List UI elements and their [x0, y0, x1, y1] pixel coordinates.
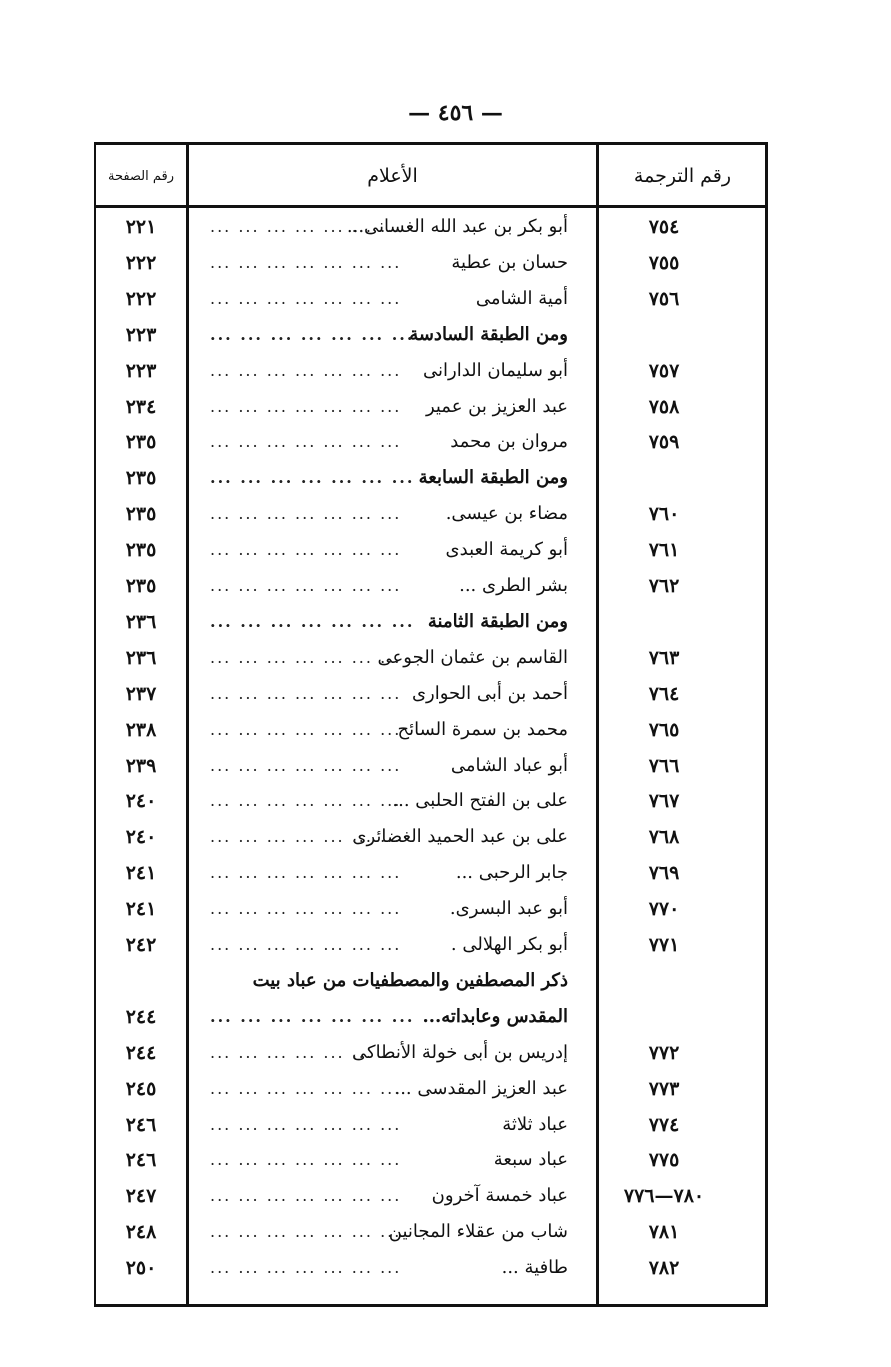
page-number-cell	[100, 963, 182, 999]
translation-number-cell: ٧٦٨	[648, 826, 680, 849]
page-number-cell: ٢٤٢	[125, 934, 157, 956]
name-cell	[196, 568, 568, 604]
leader-dots: ... ... ... ... ... ... ...	[210, 647, 402, 667]
name-text: عبد العزيز بن عمير	[418, 396, 568, 417]
page-number-cell: ٢٢٣	[125, 359, 157, 382]
leader-dots: ... ... ... ... ... ... ...	[210, 396, 402, 416]
leader-dots: ... ... ... ... ... ... ...	[210, 755, 402, 775]
name-cell	[196, 1107, 568, 1143]
name-text: عباد خمسة آخرون	[424, 1185, 568, 1206]
name-cell	[196, 389, 568, 425]
name-cell	[196, 891, 568, 927]
section-heading	[196, 963, 568, 999]
section-heading-row	[0, 999, 891, 1035]
name-text: على بن الفتح الحلبى ...	[384, 790, 568, 811]
leader-dots: ... ... ... ... ... ... ...	[210, 899, 402, 919]
table-row	[0, 891, 891, 927]
table-row	[0, 1035, 891, 1071]
table-row	[0, 640, 891, 676]
name-cell	[196, 1214, 568, 1250]
page-number-cell: ٢٢٢	[125, 251, 157, 274]
page-number-cell: ٢٤١	[125, 898, 157, 921]
table-row	[0, 568, 891, 604]
translation-number-cell: ٧٨١	[648, 1221, 680, 1244]
header-translation-number: رقم الترجمة	[633, 165, 732, 187]
name-text: المقدس وعابداته...	[414, 1006, 568, 1027]
name-cell	[196, 855, 568, 891]
name-cell	[196, 496, 568, 532]
page-number-cell: ٢٢١	[125, 216, 157, 238]
section-heading	[196, 604, 568, 640]
translation-number-cell: ٧٧٤	[648, 1113, 680, 1136]
leader-dots: ... ... ... ... ... ... ...	[210, 1258, 402, 1278]
name-text: عباد ثلاثة	[494, 1114, 568, 1135]
leader-dots: ... ... ... ... ... ... ...	[210, 540, 402, 560]
translation-number-cell: ٧٦٤	[648, 682, 680, 705]
name-cell	[196, 245, 568, 281]
page-number-cell: ٢٢٣	[125, 323, 157, 346]
table-row	[0, 819, 891, 855]
name-cell	[196, 1178, 568, 1214]
name-text: أمية الشامى	[468, 288, 568, 309]
translation-number-cell: ٧٥٤	[648, 216, 680, 238]
leader-dots: ... ... ... ... ... ... ...	[210, 324, 415, 344]
page-number-cell: ٢٤٦	[125, 1113, 157, 1136]
name-cell	[196, 819, 568, 855]
translation-number-cell: ٧٦٥	[648, 718, 680, 741]
translation-number-cell: ٧٧٢	[648, 1041, 680, 1064]
translation-number-cell: ٧٥٥	[648, 251, 680, 274]
page-number: — ٤٥٦ —	[408, 100, 503, 126]
leader-dots: ... ... ... ... ... ... ...	[210, 935, 402, 954]
name-text: ومن الطبقة السابعة	[411, 467, 568, 488]
leader-dots: ... ... ... ... ... ... ...	[210, 288, 402, 308]
page-number-cell: ٢٣٦	[125, 610, 157, 633]
name-text: حسان بن عطية	[443, 252, 568, 273]
table-row	[0, 1178, 891, 1214]
page-number-cell: ٢٤٤	[125, 1005, 157, 1028]
page-number-cell: ٢٤٦	[125, 1149, 157, 1172]
page-number-cell: ٢٥٠	[125, 1257, 157, 1280]
leader-dots: ... ... ... ... ... ... ...	[210, 1042, 402, 1062]
header-names: الأعلام	[367, 165, 418, 187]
table-row	[0, 1250, 891, 1286]
name-cell	[196, 783, 568, 819]
page-number-cell: ٢٣٥	[125, 539, 157, 562]
section-heading-row	[0, 317, 891, 353]
table-row	[0, 281, 891, 317]
leader-dots: ... ... ... ... ... ... ...	[210, 791, 402, 811]
section-heading	[196, 999, 568, 1035]
page-number-cell: ٢٤٤	[125, 1041, 157, 1064]
table-row	[0, 1142, 891, 1178]
translation-number-cell: ٧٦٩	[648, 862, 680, 885]
page-number-cell: ٢٣٧	[125, 682, 157, 705]
name-cell	[196, 1035, 568, 1071]
name-text: ذكر المصطفين والمصطفيات من عباد بيت	[245, 970, 568, 991]
leader-dots: ... ... ... ... ... ... ...	[210, 504, 402, 524]
page-number-cell: ٢٤١	[125, 862, 157, 885]
leader-dots: ... ... ... ... ... ... ...	[210, 1222, 402, 1242]
page-number-cell: ٢٣٩	[125, 754, 157, 777]
translation-number-cell: ٧٦١	[648, 539, 680, 562]
page-number-cell: ٢٣٥	[125, 575, 157, 597]
name-text: إدريس بن أبى خولة الأنطاكى	[344, 1042, 568, 1063]
translation-number-cell: ٧٧١	[648, 934, 680, 956]
name-cell	[196, 1250, 568, 1286]
section-heading	[196, 460, 568, 496]
leader-dots: ... ... ... ... ... ... ...	[210, 827, 402, 847]
leader-dots: ... ... ... ... ... ... ...	[210, 360, 402, 380]
header-rule	[94, 205, 768, 208]
name-text: ومن الطبقة السادسة	[401, 324, 568, 345]
page-number-cell: ٢٣٥	[125, 431, 157, 454]
leader-dots: ... ... ... ... ... ... ...	[210, 468, 415, 488]
leader-dots: ... ... ... ... ... ... ...	[210, 252, 402, 272]
name-text: محمد بن سمرة السائح	[390, 719, 569, 740]
name-text: أبو بكر الهلالى .	[443, 934, 568, 955]
page-number-cell: ٢٣٨	[125, 718, 157, 741]
section-heading-row	[0, 460, 891, 496]
table-row	[0, 748, 891, 784]
table-row	[0, 712, 891, 748]
section-heading	[196, 317, 568, 353]
translation-number-cell: ٧٥٨	[648, 395, 680, 418]
name-cell	[196, 1142, 568, 1178]
translation-number-cell: ٧٨٠—٧٧٦	[623, 1185, 705, 1208]
page-number-cell: ٢٣٤	[125, 395, 157, 418]
table-row	[0, 245, 891, 281]
page-number-cell: ٢٤٥	[125, 1077, 157, 1100]
page-number-cell: ٢٣٦	[125, 646, 157, 669]
translation-number-cell	[606, 999, 722, 1035]
header-page-number: رقم الصفحة	[107, 168, 175, 184]
leader-dots: ... ... ... ... ... ... ...	[210, 432, 402, 452]
translation-number-cell	[606, 460, 722, 496]
translation-number-cell	[606, 317, 722, 353]
leader-dots: ... ... ... ... ... ... ...	[210, 1150, 402, 1170]
table-row	[0, 1071, 891, 1107]
name-cell	[196, 640, 568, 676]
name-cell	[196, 676, 568, 712]
name-text: بشر الطرى ...	[451, 575, 568, 596]
name-text: أبو عباد الشامى	[443, 755, 568, 776]
page-number-cell: ٢٤٠	[125, 790, 157, 813]
table-row	[0, 389, 891, 425]
page-number-cell: ٢٣٥	[125, 467, 157, 490]
table-row	[0, 353, 891, 389]
name-text: أبو كريمة العبدى	[438, 539, 568, 560]
name-cell	[196, 1071, 568, 1107]
leader-dots: ... ... ... ... ... ... ...	[210, 217, 402, 236]
section-heading-row	[0, 604, 891, 640]
name-text: أبو سليمان الدارانى	[415, 360, 568, 381]
name-cell	[196, 424, 568, 460]
translation-number-cell: ٧٨٢	[648, 1257, 680, 1280]
name-text: على بن عبد الحميد الغضائرى	[344, 826, 568, 847]
table-row	[0, 1107, 891, 1143]
translation-number-cell: ٧٧٠	[648, 898, 680, 921]
translation-number-cell: ٧٧٣	[648, 1077, 680, 1100]
name-text: ومن الطبقة الثامنة	[420, 611, 568, 632]
name-text: أحمد بن أبى الحوارى	[404, 683, 568, 704]
name-cell	[196, 281, 568, 317]
translation-number-cell: ٧٦٠	[648, 503, 680, 526]
name-text: شاب من عقلاء المجانين	[381, 1221, 568, 1242]
name-cell	[196, 748, 568, 784]
table-row	[0, 1214, 891, 1250]
table-row	[0, 532, 891, 568]
table-row	[0, 209, 891, 245]
leader-dots: ... ... ... ... ... ... ...	[210, 1078, 402, 1098]
name-cell	[196, 532, 568, 568]
page-number-cell: ٢٢٢	[125, 287, 157, 310]
name-text: القاسم بن عثمان الجوعى	[370, 647, 568, 668]
name-text: عبد العزيز المقدسى ...	[386, 1078, 568, 1099]
name-text: أبو بكر بن عبد الله الغسانى...	[339, 216, 568, 237]
name-text: مروان بن محمد	[442, 431, 568, 452]
translation-number-cell: ٧٦٢	[648, 575, 680, 597]
translation-number-cell: ٧٧٥	[648, 1149, 680, 1172]
translation-number-cell: ٧٥٦	[648, 287, 680, 310]
name-text: أبو عبد البسرى.	[442, 898, 568, 919]
leader-dots: ... ... ... ... ... ... ...	[210, 576, 402, 595]
page-number-cell: ٢٤٨	[125, 1221, 157, 1244]
translation-number-cell: ٧٦٦	[648, 754, 680, 777]
page-number-cell: ٢٤٠	[125, 826, 157, 849]
page-number-cell: ٢٣٥	[125, 503, 157, 526]
leader-dots: ... ... ... ... ... ... ...	[210, 683, 402, 703]
page-number-cell: ٢٤٧	[125, 1185, 157, 1208]
name-text: مضاء بن عيسى.	[438, 503, 568, 524]
table-row	[0, 927, 891, 963]
translation-number-cell	[606, 604, 722, 640]
translation-number-cell: ٧٦٣	[648, 646, 680, 669]
translation-number-cell	[606, 963, 722, 999]
name-text: جابر الرحبى ...	[448, 862, 568, 883]
table-row	[0, 855, 891, 891]
name-cell	[196, 209, 568, 245]
leader-dots: ... ... ... ... ... ... ...	[210, 863, 402, 883]
section-heading-row	[0, 963, 891, 999]
table-row	[0, 496, 891, 532]
table-row	[0, 783, 891, 819]
table-row	[0, 424, 891, 460]
name-text: عباد سبعة	[486, 1149, 568, 1170]
name-text: طافية ...	[494, 1257, 568, 1278]
leader-dots: ... ... ... ... ... ... ...	[210, 719, 402, 739]
translation-number-cell: ٧٦٧	[648, 790, 680, 813]
name-cell	[196, 927, 568, 963]
translation-number-cell: ٧٥٧	[648, 359, 680, 382]
table-row	[0, 676, 891, 712]
leader-dots: ... ... ... ... ... ... ...	[210, 611, 415, 631]
name-cell	[196, 353, 568, 389]
leader-dots: ... ... ... ... ... ... ...	[210, 1006, 415, 1026]
leader-dots: ... ... ... ... ... ... ...	[210, 1186, 402, 1206]
translation-number-cell: ٧٥٩	[648, 431, 680, 454]
name-cell	[196, 712, 568, 748]
leader-dots: ... ... ... ... ... ... ...	[210, 1114, 402, 1134]
